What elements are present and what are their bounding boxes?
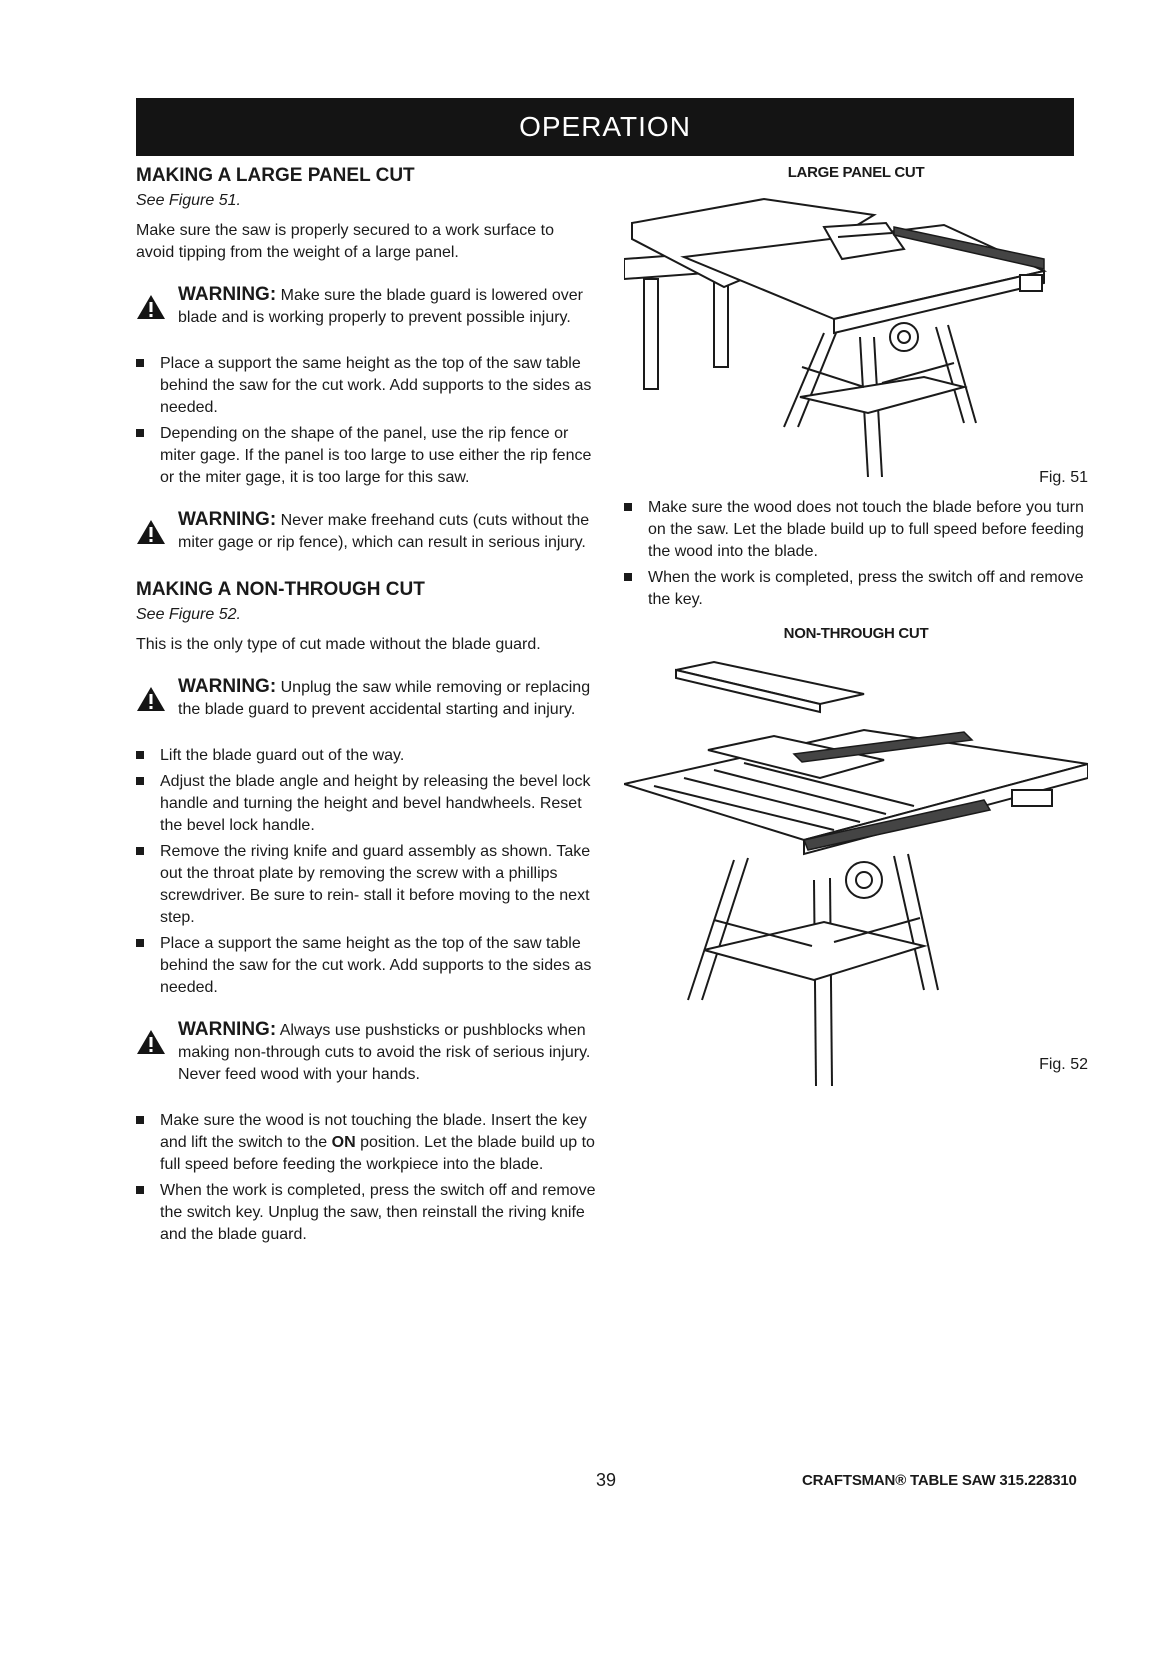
list-item: Place a support the same height as the top of the saw table behind the saw for the cut work. Add supports to the sides as needed. [136, 353, 596, 419]
bullet-icon [624, 503, 632, 511]
list-item: Adjust the blade angle and height by releasing the bevel lock handle and turning the height and bevel handwheels. Reset the bevel lock handle. [136, 771, 596, 837]
large-panel-run-steps [624, 497, 1088, 611]
non-through-final-steps [136, 1110, 596, 1246]
figure-51-title: LARGE PANEL CUT [787, 164, 925, 181]
list-item: When the work is completed, press the switch off and remove the switch key. Unplug the saw, then reinstall the riving knife and the blade guard. [136, 1180, 596, 1246]
bullet-icon [136, 777, 144, 785]
bullet-icon [136, 1186, 144, 1194]
warning-label: WARNING: [178, 509, 277, 530]
warning-text: Unplug the saw while removing or replacing the blade guard to prevent accidental starting and injury. [178, 679, 591, 718]
list-item: Depending on the shape of the panel, use the rip fence or miter gage. If the panel is too large to use either the rip fence or the miter gage, it is too large for this saw. [136, 423, 596, 489]
list-item: Remove the riving knife and guard assembly as shown. Take out the throat plate by removing the screw with a phillips screwdriver. Be sure to rein- stall it before moving to the next step. [136, 841, 596, 929]
table-saw-non-through-illustration [624, 650, 1088, 1090]
list-item: Make sure the wood does not touch the blade before you turn on the saw. Let the blade build up to full speed before feeding the wood into the blade. [624, 497, 1088, 563]
see-figure-51: See Figure 51. [136, 192, 241, 209]
bullet-icon [136, 359, 144, 367]
warning-text: Never make freehand cuts (cuts without the miter gage or rip fence), which can result in serious injury. [178, 512, 590, 551]
warning-pushsticks [136, 1019, 596, 1086]
heading-large-panel-cut: MAKING A LARGE PANEL CUT [136, 165, 415, 186]
figure-52-label: Fig. 52 [1039, 1056, 1088, 1073]
bullet-icon [136, 847, 144, 855]
non-through-steps [136, 745, 596, 999]
right-column [624, 164, 1088, 1074]
bullet-icon [136, 751, 144, 759]
heading-non-through-cut: MAKING A NON-THROUGH CUT [136, 579, 425, 600]
left-column [136, 164, 596, 1250]
warning-triangle-icon [136, 1029, 166, 1055]
non-through-intro: This is the only type of cut made without the blade guard. [136, 636, 541, 653]
warning-freehand-cuts [136, 509, 596, 554]
page-number: 39 [596, 1470, 617, 1490]
footer-brand: CRAFTSMAN® TABLE SAW 315.228310 [802, 1472, 1077, 1489]
bullet-icon [136, 939, 144, 947]
list-item: Lift the blade guard out of the way. [136, 745, 596, 767]
warning-blade-guard [136, 284, 596, 329]
figure-52-title: NON-THROUGH CUT [783, 625, 929, 642]
list-item: Place a support the same height as the top of the saw table behind the saw for the cut work. Add supports to the sides as needed. [136, 933, 596, 999]
bullet-icon [624, 573, 632, 581]
warning-text: Make sure the blade guard is lowered over blade and is working properly to prevent possible injury. [178, 287, 583, 326]
warning-triangle-icon [136, 294, 166, 320]
list-item: When the work is completed, press the switch off and remove the key. [624, 567, 1088, 611]
warning-unplug [136, 676, 596, 721]
warning-label: WARNING: [178, 1019, 277, 1040]
table-saw-large-panel-illustration [624, 187, 1088, 477]
warning-text: Always use pushsticks or pushblocks when making non-through cuts to avoid the risk of serious injury. Never feed wood with your hands. [178, 1022, 591, 1083]
section-header: OPERATION [136, 98, 1074, 156]
large-panel-steps [136, 353, 596, 489]
list-item: Make sure the wood is not touching the blade. Insert the key and lift the switch to the ON position. Let the blade build up to full speed before feeding the workpiece into the blade. [136, 1110, 596, 1176]
warning-triangle-icon [136, 519, 166, 545]
see-figure-52: See Figure 52. [136, 606, 241, 623]
bullet-icon [136, 1116, 144, 1124]
bullet-icon [136, 429, 144, 437]
warning-label: WARNING: [178, 676, 277, 697]
figure-51-label: Fig. 51 [1039, 469, 1088, 486]
large-panel-intro: Make sure the saw is properly secured to a work surface to avoid tipping from the weight of a large panel. [136, 222, 554, 261]
warning-label: WARNING: [178, 284, 277, 305]
warning-triangle-icon [136, 686, 166, 712]
